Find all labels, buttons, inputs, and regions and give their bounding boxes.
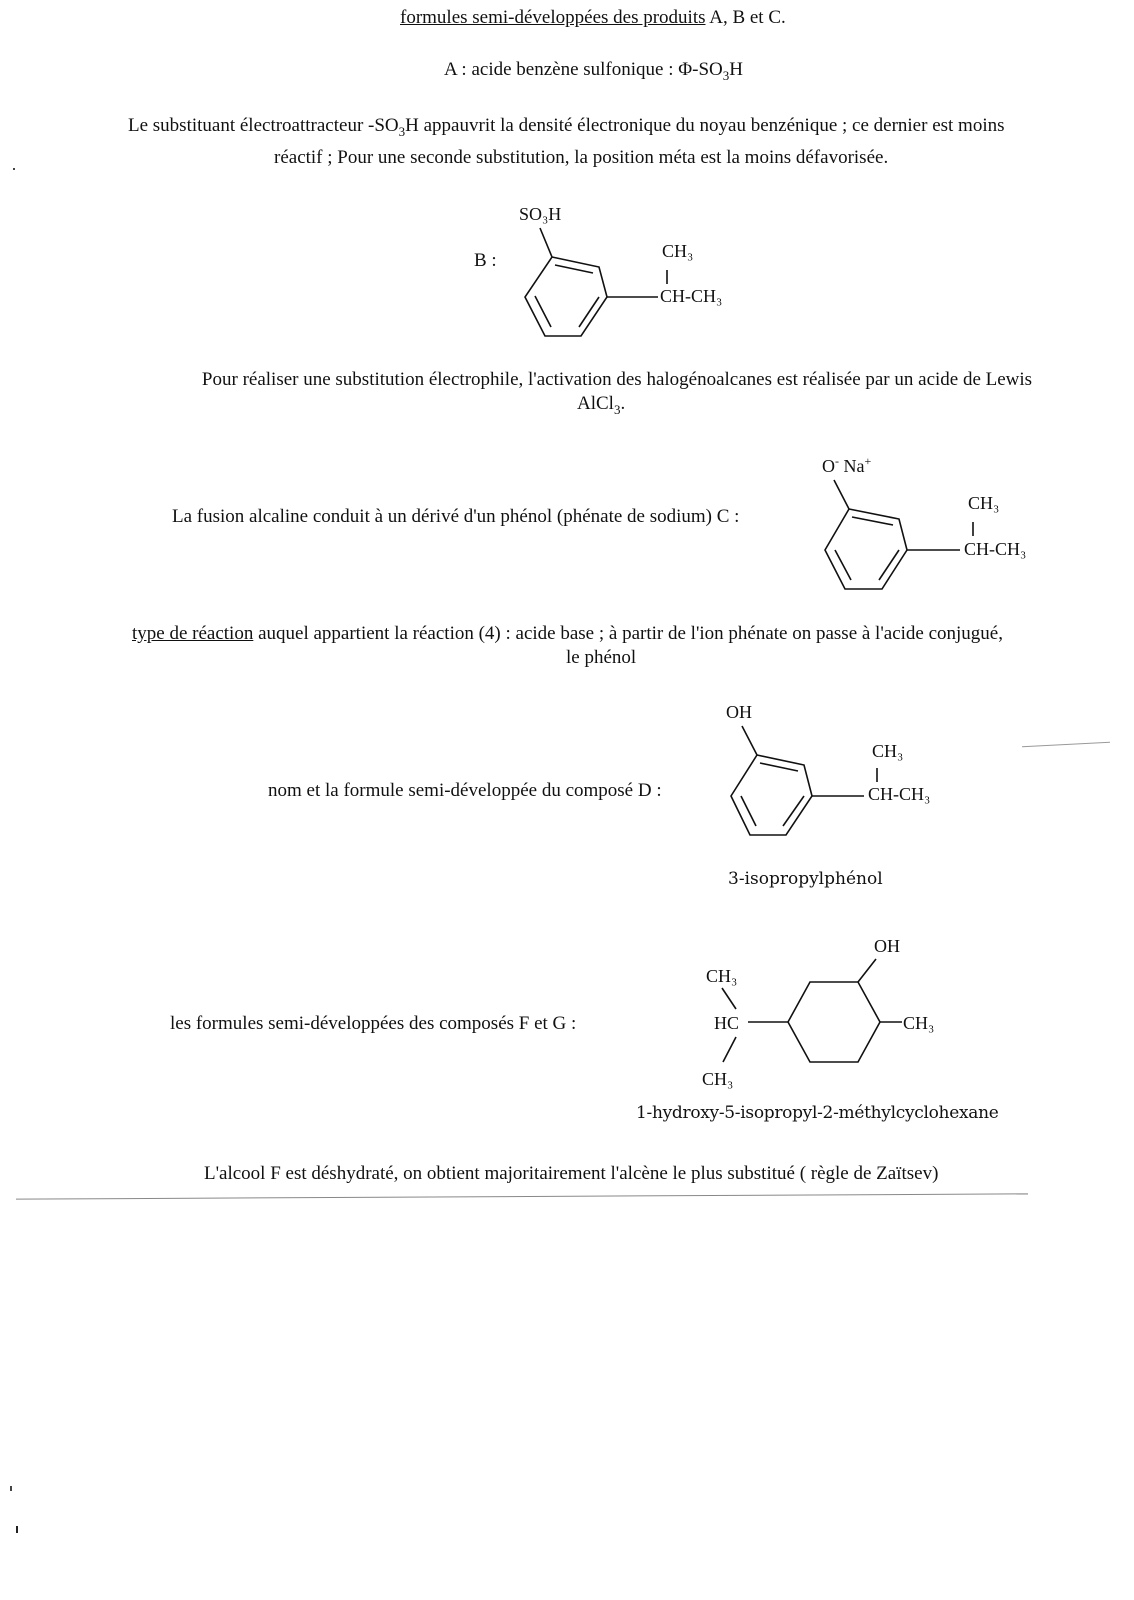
mol-c-na: Na <box>843 456 865 476</box>
para1-pre: Le substituant électroattracteur -SO <box>128 115 399 136</box>
mol-c-inner-bond-3 <box>879 550 899 580</box>
mol-c-o: O <box>822 456 835 476</box>
mol-b-ch3: CH₃ <box>662 241 694 261</box>
paragraph-zaitsev: L'alcool F est déshydraté, on obtient majoritairement l'alcène le plus substitué ( règle de Zaïtsev) <box>204 1163 939 1184</box>
mol-b-inner-bond-3 <box>579 297 599 327</box>
mol-d-bond-top <box>742 726 757 755</box>
mol-c-na-charge: + <box>864 454 872 468</box>
para1-post: H appauvrit la densité électronique du noyau benzénique ; ce dernier est moins <box>405 115 1005 136</box>
molecule-c-structure <box>812 452 1072 602</box>
product-a-tail: H <box>729 59 743 80</box>
scan-speck <box>10 1486 12 1491</box>
mol-c-top-group <box>822 454 872 476</box>
alcl-pre: AlCl <box>577 393 614 414</box>
mol-f-hc: HC <box>714 1013 740 1033</box>
mol-b-bond-top <box>540 228 552 257</box>
paragraph-orientation-line1 <box>128 114 1005 138</box>
mol-f-cyclohexane-ring <box>788 982 880 1062</box>
molecule-d-structure <box>722 696 982 846</box>
mol-c-ch3: CH₃ <box>968 493 1000 513</box>
alcl-post: . <box>620 393 626 414</box>
mol-f-ch3-bottom: CH₃ <box>702 1069 734 1089</box>
mol-b-label: B : <box>474 250 497 271</box>
mol-b-ring <box>525 257 607 336</box>
para1-sub: 3 <box>398 124 406 139</box>
mol-f-bond-ch3-top <box>722 988 736 1009</box>
mol-f-bond-ch3-bottom <box>723 1037 736 1062</box>
mol-f-ch3-right: CH₃ <box>903 1013 935 1033</box>
product-a-sub: 3 <box>722 68 730 83</box>
molecule-b-structure <box>500 196 760 346</box>
mol-f-oh: OH <box>874 936 900 956</box>
mol-d-top-group: OH <box>726 702 752 722</box>
mol-c-ch: CH-CH₃ <box>964 539 1027 559</box>
paragraph-orientation-line2: réactif ; Pour une seconde substitution, la position méta est la moins défavorisée. <box>274 147 889 168</box>
mol-f-name: 1-hydroxy-5-isopropyl-2-méthylcyclohexane <box>636 1103 999 1123</box>
mol-b-ch: CH-CH₃ <box>660 286 723 306</box>
mol-c-bond-top <box>834 480 849 509</box>
separator-rule-bottom <box>16 1193 1028 1199</box>
mol-d-caption: nom et la formule semi-développée du composé D : <box>268 780 662 801</box>
paragraph-reaction-type-line1 <box>132 622 1003 646</box>
molecule-f-structure <box>690 928 1050 1088</box>
mol-c-ring <box>825 509 907 589</box>
paragraph-lewis-line1: Pour réaliser une substitution électrophile, l'activation des halogénoalcanes est réalisée par un acide de Lewis <box>201 369 1033 390</box>
mol-f-bond-oh <box>858 959 876 982</box>
mol-f-ch3-top: CH₃ <box>706 966 738 986</box>
scan-speck <box>16 1526 18 1533</box>
paragraph-reaction-type-line2: le phénol <box>566 647 637 668</box>
reaction-type-rest: auquel appartient la réaction (4) : acide base ; à partir de l'ion phénate on passe à l'acide conjugué, <box>253 623 1003 644</box>
section-heading <box>400 6 786 30</box>
separator-rule-right <box>1022 742 1110 748</box>
mol-fg-caption: les formules semi-développées des composés F et G : <box>170 1013 577 1034</box>
mol-d-inner-bond-1 <box>760 763 798 771</box>
product-a-text: A : acide benzène sulfonique : Φ-SO <box>444 59 723 80</box>
product-a-line <box>444 58 743 82</box>
mol-d-name: 3-isopropylphénol <box>728 869 883 889</box>
alcl-sub: 3 <box>613 402 621 417</box>
reaction-type-underlined: type de réaction <box>132 623 254 644</box>
mol-d-ch: CH-CH₃ <box>868 784 931 804</box>
heading-rest: A, B et C. <box>705 7 786 28</box>
mol-d-ch3: CH₃ <box>872 741 904 761</box>
mol-d-ring <box>731 755 812 835</box>
scan-speck <box>13 168 15 170</box>
mol-c-o-charge: - <box>835 454 839 468</box>
mol-c-inner-bond-1 <box>852 517 893 525</box>
mol-b-inner-bond-1 <box>555 265 593 273</box>
heading-underlined: formules semi-développées des produits <box>400 7 706 28</box>
mol-c-caption: La fusion alcaline conduit à un dérivé d'un phénol (phénate de sodium) C : <box>172 506 740 527</box>
mol-b-top-group: SO₃H <box>519 204 562 224</box>
paragraph-lewis-line2 <box>577 392 625 416</box>
mol-d-inner-bond-3 <box>783 796 804 826</box>
